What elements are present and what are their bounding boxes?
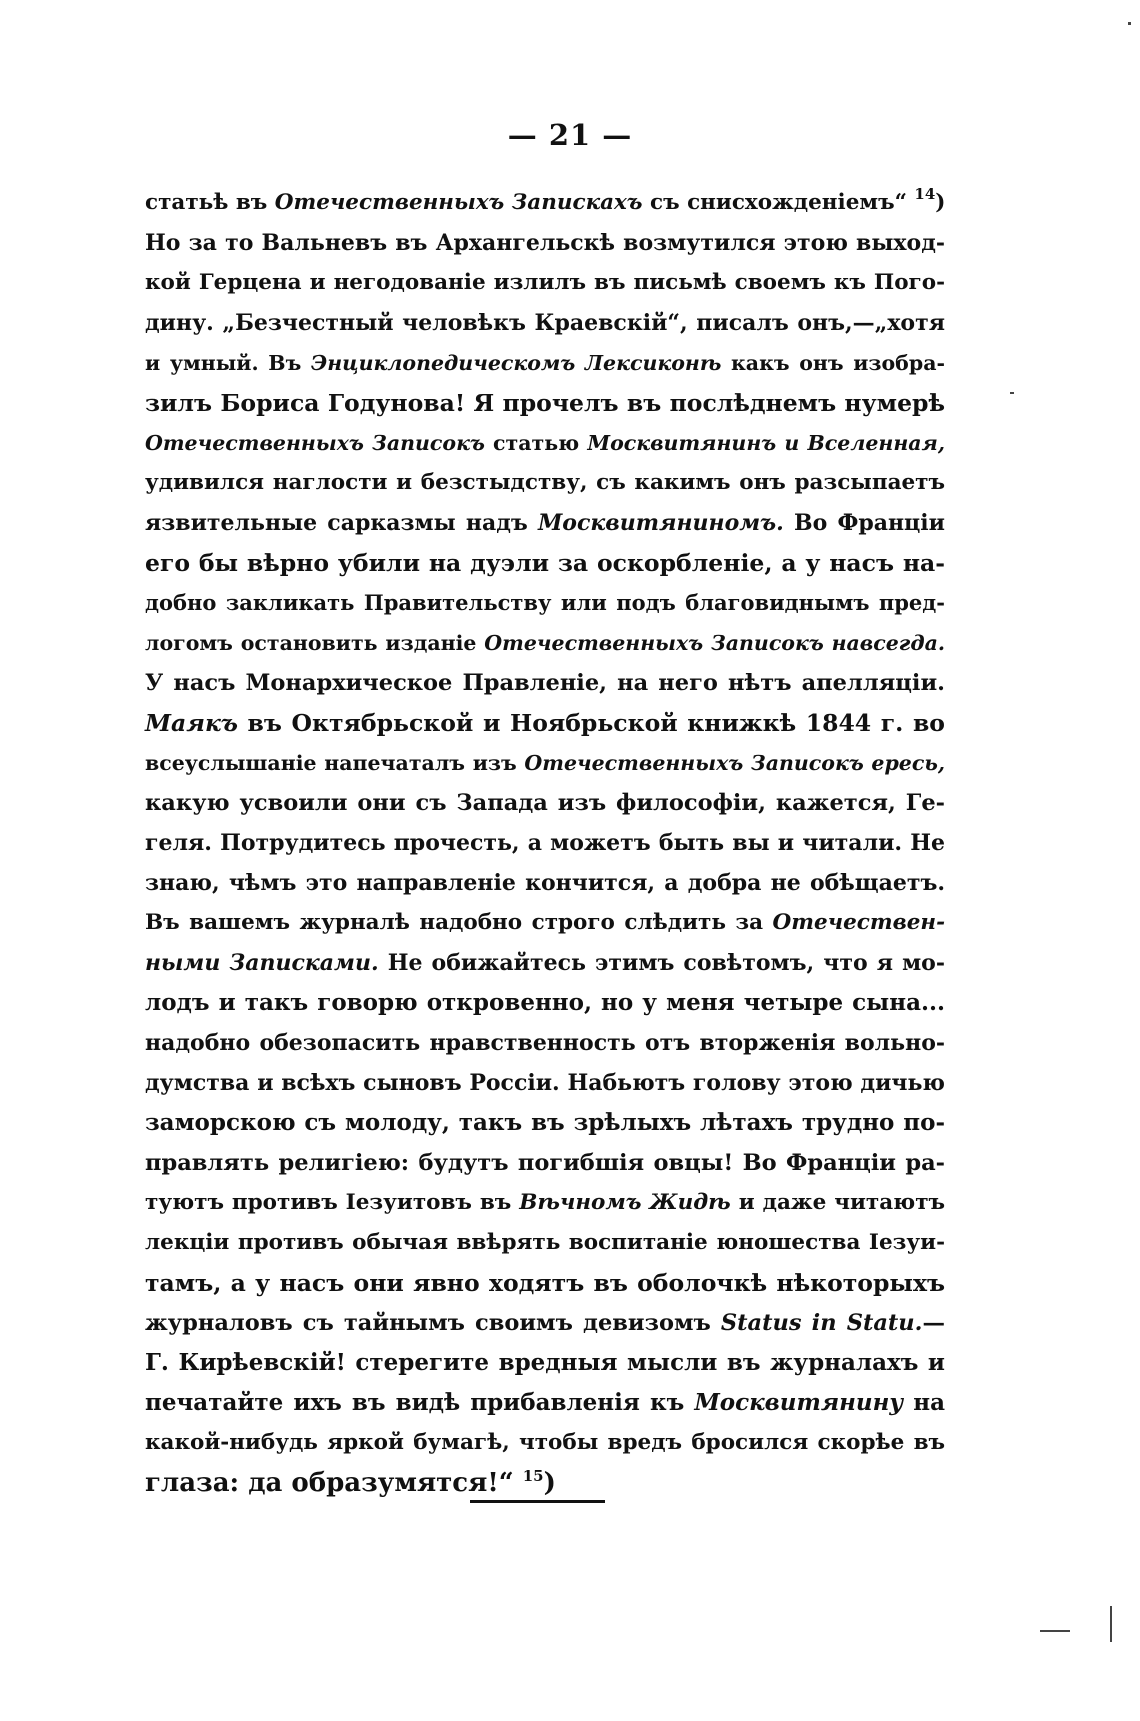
footnote-ref: 15 <box>522 1467 544 1485</box>
text-line <box>145 1023 945 1063</box>
text-line <box>145 343 945 383</box>
text-span: кой Герцена и негодованіе излилъ въ письмѣ своемъ къ Пого- <box>145 270 945 295</box>
italic-text: Москвитяниномъ. <box>537 510 784 536</box>
text-span: съ снисхожденіемъ“ <box>642 190 915 215</box>
italic-text: ными Записками. <box>145 950 379 976</box>
text-span: Но за то Вальневъ въ Архангельскѣ возмутился этою выход- <box>145 230 945 256</box>
italic-text: Отечественныхъ Записокъ <box>145 431 485 455</box>
italic-text: Отечественныхъ Запискахъ <box>274 190 643 215</box>
text-line <box>145 1343 945 1383</box>
text-line <box>145 1423 945 1463</box>
text-line <box>145 543 945 583</box>
text-span: У насъ Монархическое Правленіе, на него нѣтъ апелляціи. <box>145 670 945 696</box>
text-line <box>145 183 945 223</box>
text-line <box>145 463 945 503</box>
italic-text: Москвитянинъ и Вселенная, <box>587 431 945 455</box>
text-span: въ Октябрьской и Ноябрьской книжкѣ 1844 г. во <box>237 709 945 737</box>
text-span: Во Франціи <box>783 510 945 536</box>
text-span: какъ онъ изобра- <box>721 351 945 375</box>
text-span: удивился наглости и безстыдству, съ какимъ онъ разсыпаетъ <box>145 470 945 495</box>
italic-text: Москвитянину <box>694 1389 904 1416</box>
scan-mark <box>1110 1606 1112 1642</box>
text-line <box>145 903 945 943</box>
text-line <box>145 1463 945 1503</box>
body-text <box>145 183 945 1503</box>
text-line <box>145 1183 945 1223</box>
text-span: какую усвоили они съ Запада изъ философіи, кажется, Ге- <box>145 790 945 816</box>
text-span: надобно обезопасить нравственность отъ вторженія вольно- <box>145 1030 945 1056</box>
italic-text: Вѣчномъ Жидѣ <box>519 1190 731 1215</box>
text-line <box>145 1263 945 1303</box>
text-span: статью <box>484 431 588 455</box>
scan-mark <box>1040 1630 1070 1632</box>
text-span: тамъ, а у насъ они явно ходятъ въ оболочкѣ нѣкоторыхъ <box>145 1269 945 1297</box>
footnote-ref: 14 <box>914 185 936 203</box>
text-span: логомъ остановить изданіе <box>145 631 485 655</box>
text-line <box>145 743 945 783</box>
text-span: — <box>922 1310 945 1336</box>
text-span: Г. Кирѣевскій! стерегите вредныя мысли въ журналахъ и <box>145 1349 945 1376</box>
text-line <box>145 263 945 303</box>
italic-text: Отечественныхъ Записокъ ересь, <box>524 751 945 775</box>
italic-text: Отечествен- <box>772 910 945 935</box>
text-span: статьѣ въ <box>145 190 275 215</box>
text-span: его бы вѣрно убили на дуэли за оскорбленіе, а у насъ на- <box>145 549 945 577</box>
text-span: лекціи противъ обычая ввѣрять воспитаніе юношества Іезуи- <box>145 1230 945 1255</box>
text-span: журналовъ съ тайнымъ своимъ девизомъ <box>145 1310 721 1336</box>
text-line <box>145 663 945 703</box>
text-span: и умный. Въ <box>145 351 311 375</box>
text-line <box>145 383 945 423</box>
text-line <box>145 1103 945 1143</box>
text-span: и даже читаютъ <box>730 1190 946 1215</box>
text-span: ) <box>935 190 946 215</box>
scan-mark <box>1128 22 1131 25</box>
text-span: заморскою съ молоду, такъ въ зрѣлыхъ лѣтахъ трудно по- <box>145 1109 945 1136</box>
text-span: зилъ Бориса Годунова! Я прочелъ въ послѣднемъ нумерѣ <box>145 389 945 417</box>
text-line <box>145 943 945 983</box>
text-span: знаю, чѣмъ это направленіе кончится, а добра не обѣщаетъ. <box>145 870 945 896</box>
text-line <box>145 583 945 623</box>
text-line <box>145 423 945 463</box>
text-span: Въ вашемъ журналѣ надобно строго слѣдить за <box>145 910 773 935</box>
text-line <box>145 303 945 343</box>
italic-text: Энциклопедическомъ Лексиконѣ <box>310 351 722 375</box>
text-line <box>145 863 945 903</box>
text-line <box>145 823 945 863</box>
text-line <box>145 983 945 1023</box>
text-line <box>145 1383 945 1423</box>
italic-text: Отечественныхъ Записокъ навсегда. <box>484 631 945 655</box>
text-line <box>145 783 945 823</box>
text-line <box>145 1303 945 1343</box>
italic-text: Status in Statu. <box>720 1310 923 1336</box>
text-span: добно закликать Правительству или подъ благовиднымъ пред- <box>145 590 945 615</box>
text-span: печатайте ихъ въ видѣ прибавленія къ <box>145 1389 695 1416</box>
text-span: думства и всѣхъ сыновъ Россіи. Набьютъ голову этою дичью <box>145 1070 945 1096</box>
text-span: какой-нибудь яркой бумагѣ, чтобы вредъ бросился скорѣе въ <box>145 1430 945 1455</box>
text-span: глаза: да образумятся!“ <box>145 1468 523 1498</box>
page-number: — 21 — <box>507 118 633 152</box>
closing-rule <box>470 1500 605 1503</box>
text-span: Не обижайтесь этимъ совѣтомъ, что я мо- <box>378 950 945 976</box>
text-span: туютъ противъ Іезуитовъ въ <box>145 1190 520 1215</box>
scan-mark <box>1010 392 1014 394</box>
text-span: дину. „Безчестный человѣкъ Краевскій“, писалъ онъ,—„хотя <box>145 310 945 336</box>
text-line <box>145 223 945 263</box>
text-line <box>145 1223 945 1263</box>
text-span: правлять религіею: будутъ погибшія овцы! Во Франціи ра- <box>145 1150 945 1176</box>
text-line <box>145 703 945 743</box>
text-span: язвительные сарказмы надъ <box>145 510 538 536</box>
text-line <box>145 1063 945 1103</box>
text-span: всеуслышаніе напечаталъ изъ <box>145 751 525 775</box>
text-line <box>145 623 945 663</box>
text-span: ) <box>543 1468 556 1498</box>
text-line <box>145 503 945 543</box>
italic-text: Маякъ <box>145 709 238 737</box>
text-span: лодъ и такъ говорю откровенно, но у меня четыре сына... <box>145 989 945 1016</box>
text-line <box>145 1143 945 1183</box>
text-span: на <box>903 1389 946 1416</box>
text-span: геля. Потрудитесь прочесть, а можетъ быть вы и читали. Не <box>145 830 945 856</box>
